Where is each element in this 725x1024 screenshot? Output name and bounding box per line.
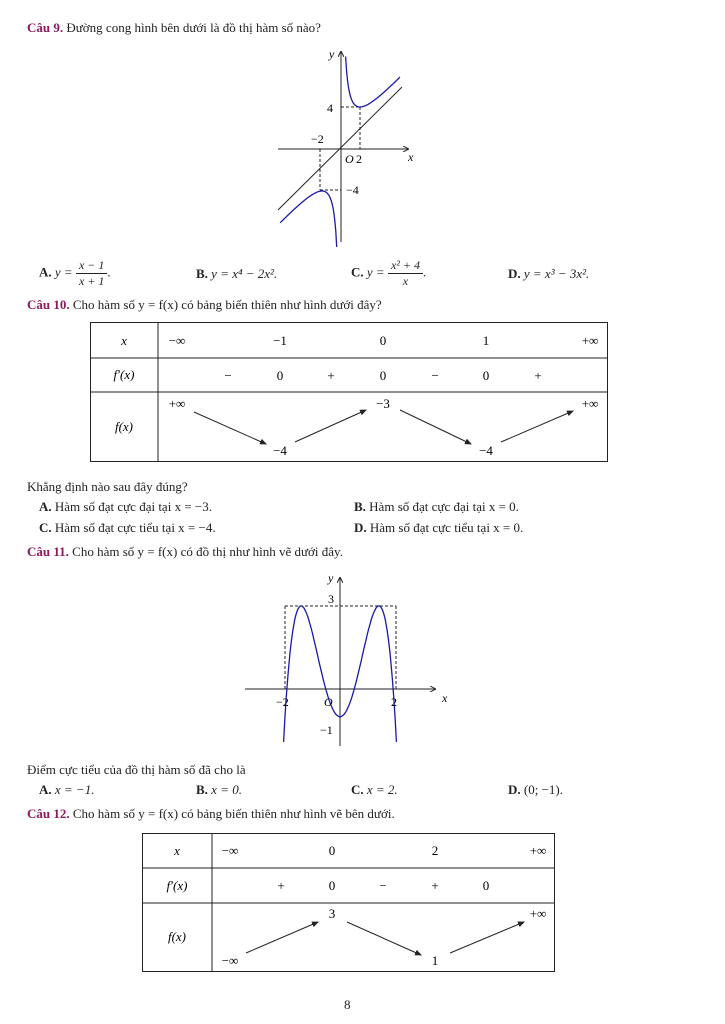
q12-sign: + xyxy=(277,878,285,893)
q10-variation-table xyxy=(90,322,610,464)
q10-arrow xyxy=(295,410,366,442)
q11-label: Câu 11. xyxy=(27,544,69,559)
q10-sign: + xyxy=(327,368,335,383)
q9-x-label: x xyxy=(408,150,414,164)
q11-option-c[interactable]: C. x = 2. xyxy=(351,782,398,797)
q10-sign: − xyxy=(224,368,232,383)
q11-option-b[interactable]: B. x = 0. xyxy=(196,782,242,797)
page-number: 8 xyxy=(344,997,351,1012)
q10-x-header: x xyxy=(121,333,127,348)
q10-question: Khẳng định nào sau đây đúng? xyxy=(27,479,188,494)
q12-arrow xyxy=(347,922,421,955)
q11-option-d[interactable]: D. (0; −1). xyxy=(508,782,563,797)
q12-text: Cho hàm số y = f(x) có bảng biến thiên như hình vẽ bên dưới. xyxy=(72,806,395,821)
q11-origin: O xyxy=(324,695,333,709)
q11-tick-neg2: −2 xyxy=(276,695,289,709)
q9-tick-neg2: −2 xyxy=(311,132,324,146)
q9-option-b[interactable]: B. y = x⁴ − 2x². xyxy=(196,266,278,281)
q9-text: Đường cong hình bên dưới là đồ thị hàm số nào? xyxy=(66,20,321,35)
q10-x-value: −1 xyxy=(273,333,287,348)
q10-sign: 0 xyxy=(276,368,284,383)
q11-tick-neg1: −1 xyxy=(320,723,333,737)
q10-header xyxy=(27,297,382,313)
q12-label: Câu 12. xyxy=(27,806,70,821)
q12-x-value: −∞ xyxy=(221,843,239,858)
q10-arrow xyxy=(501,411,573,442)
q9-option-a[interactable]: A. y = $\frac{x - 1}{x + 1}$ . xyxy=(39,258,111,288)
q9-y-label: y xyxy=(329,47,335,61)
q10-sign: 0 xyxy=(482,368,490,383)
q12-arrow xyxy=(450,922,524,953)
q12-fp-header: f′(x) xyxy=(166,878,188,893)
q10-f-value: −4 xyxy=(273,443,287,458)
q9-header xyxy=(27,20,321,36)
q11-tick-3: 3 xyxy=(328,592,334,606)
q10-sign: + xyxy=(534,368,542,383)
q10-sign: − xyxy=(431,368,439,383)
q12-x-value: +∞ xyxy=(529,843,547,858)
q9-tick-4: 4 xyxy=(327,101,333,115)
q10-fp-header: f′(x) xyxy=(113,367,135,382)
q12-arrow xyxy=(246,922,318,953)
q10-x-value: 0 xyxy=(379,333,387,348)
q12-sign: 0 xyxy=(328,878,336,893)
q9-option-a-fraction: $\frac{x - 1}{x + 1}$ xyxy=(76,258,107,289)
q9-curve-right xyxy=(346,57,400,108)
q9-option-c[interactable]: C. y = $\frac{\text{x² + 4}}{x}$ . xyxy=(351,258,427,288)
q12-sign: + xyxy=(431,878,439,893)
q11-graph xyxy=(240,568,460,750)
q10-f-value: −4 xyxy=(479,443,493,458)
q12-variation-table xyxy=(142,833,558,975)
q10-f-header: f(x) xyxy=(114,419,134,434)
q11-text: Cho hàm số y = f(x) có đồ thị như hình vẽ dưới đây. xyxy=(72,544,343,559)
q10-arrow xyxy=(194,412,266,444)
q10-x-value: 1 xyxy=(482,333,490,348)
q10-f-value: −3 xyxy=(376,396,390,411)
q11-y-label: y xyxy=(328,571,334,585)
q10-x-value: −∞ xyxy=(168,333,186,348)
q12-f-value: −∞ xyxy=(221,953,239,968)
q9-graph xyxy=(270,42,420,247)
q10-sign: 0 xyxy=(379,368,387,383)
q12-f-value: 3 xyxy=(328,906,336,921)
q9-option-c-fraction: $\frac{\text{x² + 4}}{x}$ xyxy=(388,258,423,289)
q9-tick-2: 2 xyxy=(356,152,362,166)
q12-sign: − xyxy=(379,878,387,893)
q10-option-a[interactable]: A. Hàm số đạt cực đại tại x = −3. xyxy=(39,499,212,514)
q12-sign: 0 xyxy=(482,878,490,893)
q12-x-value: 0 xyxy=(328,843,336,858)
q10-f-value: +∞ xyxy=(581,396,599,411)
q11-question: Điểm cực tiểu của đồ thị hàm số đã cho là xyxy=(27,762,246,777)
q12-header xyxy=(27,806,395,822)
q9-option-d[interactable]: D. y = x³ − 3x². xyxy=(508,266,590,281)
q10-f-value: +∞ xyxy=(168,396,186,411)
q11-tick-2: 2 xyxy=(391,695,397,709)
q11-header xyxy=(27,544,343,560)
q10-arrow xyxy=(400,410,471,444)
q10-x-value: +∞ xyxy=(581,333,599,348)
q12-f-value: 1 xyxy=(431,953,439,968)
q9-origin: O xyxy=(345,152,354,166)
q12-x-header: x xyxy=(174,843,180,858)
q12-x-value: 2 xyxy=(431,843,439,858)
q10-label: Câu 10. xyxy=(27,297,70,312)
q12-f-value: +∞ xyxy=(529,906,547,921)
q9-label: Câu 9. xyxy=(27,20,64,35)
q10-option-d[interactable]: D. Hàm số đạt cực tiểu tại x = 0. xyxy=(354,520,524,535)
q10-option-c[interactable]: C. Hàm số đạt cực tiểu tại x = −4. xyxy=(39,520,216,535)
q10-option-b[interactable]: B. Hàm số đạt cực đại tại x = 0. xyxy=(354,499,519,514)
q11-option-a[interactable]: A. x = −1. xyxy=(39,782,95,797)
q9-tick-neg4: −4 xyxy=(346,183,359,197)
q12-f-header: f(x) xyxy=(167,929,187,944)
q10-text: Cho hàm số y = f(x) có bảng biến thiên như hình dưới đây? xyxy=(72,297,382,312)
q11-x-label: x xyxy=(442,691,448,705)
